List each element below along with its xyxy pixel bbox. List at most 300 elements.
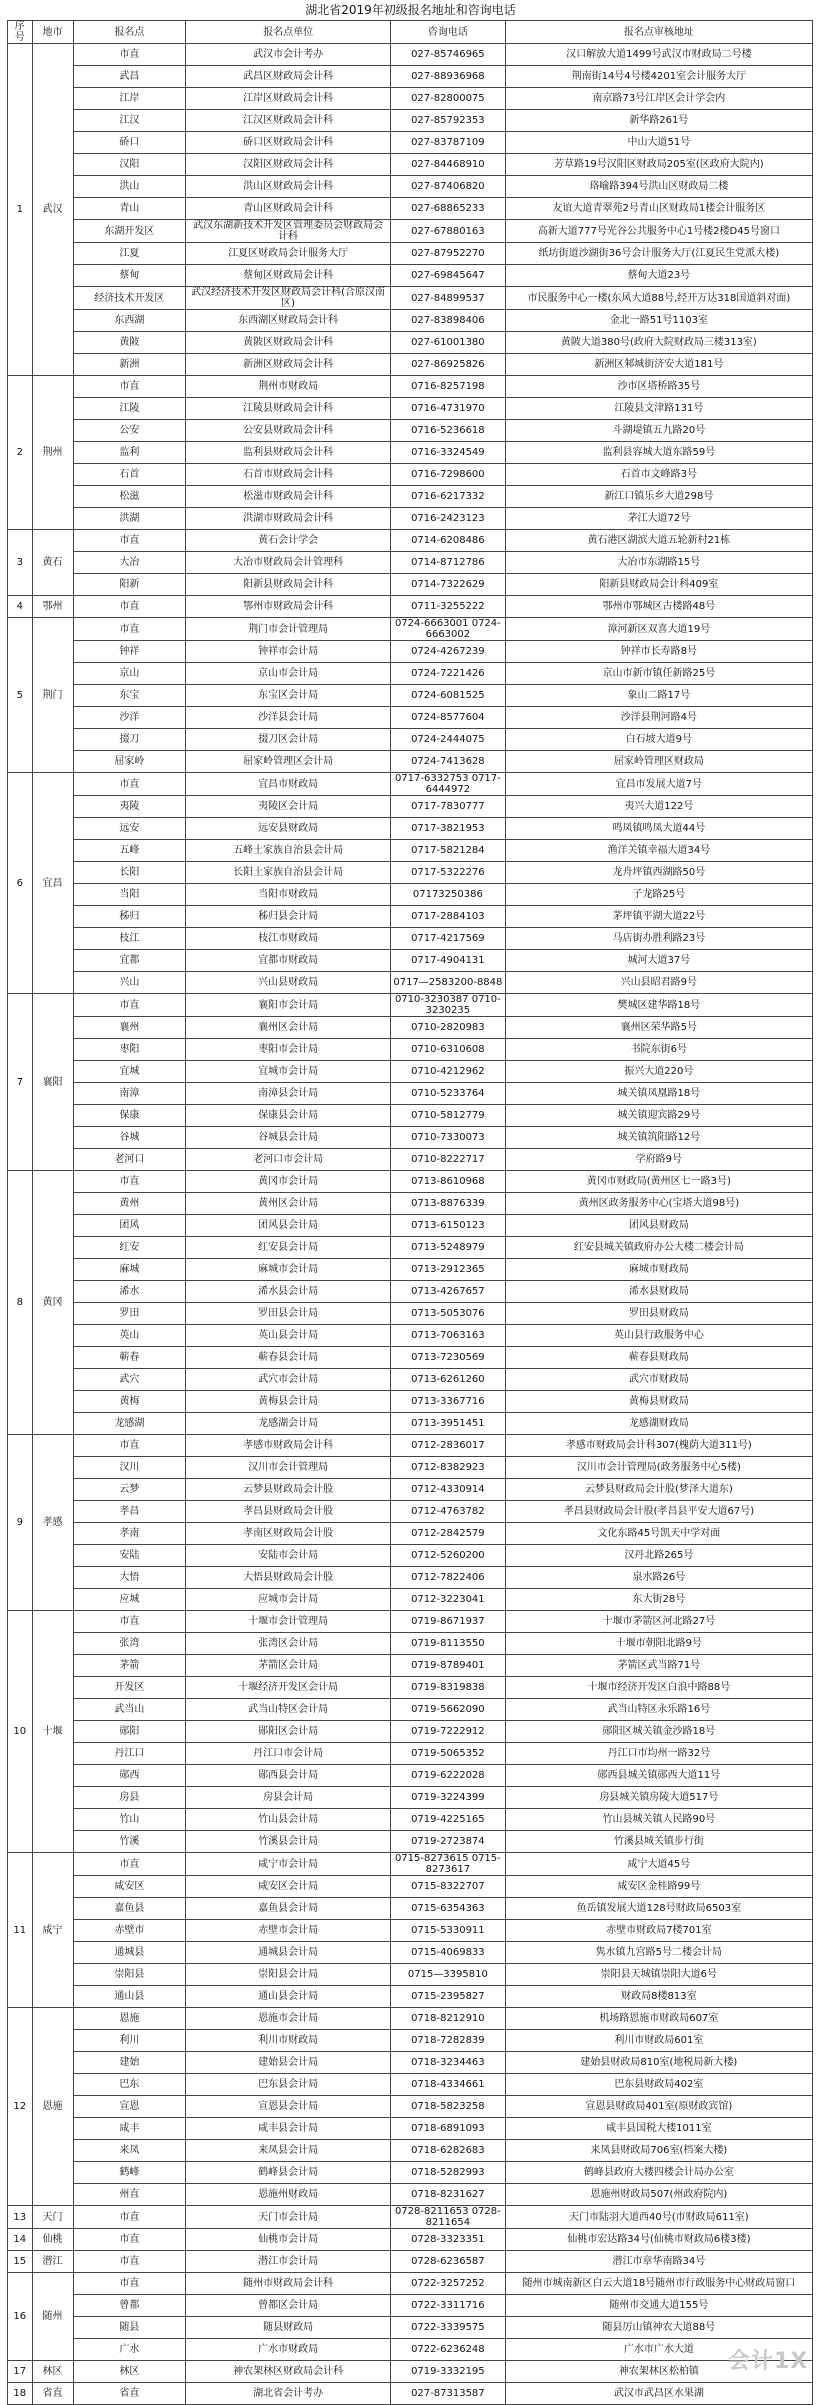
- address-cell: 市民服务中心一楼(东风大道88号,经开万达318国道斜对面): [505, 287, 812, 310]
- table-row: [8, 2118, 813, 2140]
- phone-cell: 0722-3257252: [391, 2273, 506, 2295]
- table-row: [8, 1039, 813, 1061]
- table-row: [8, 1677, 813, 1699]
- table-row: [8, 1413, 813, 1435]
- unit-cell: 郧西县会计局: [186, 1765, 391, 1787]
- address-cell: 文化东路45号凯天中学对面: [505, 1523, 812, 1545]
- phone-cell: 0714-8712786: [391, 552, 506, 574]
- site-cell: 监利: [73, 442, 186, 464]
- unit-cell: 大冶市财政局会计管理科: [186, 552, 391, 574]
- site-cell: 宜城: [73, 1061, 186, 1083]
- phone-cell: 0719-2723874: [391, 1831, 506, 1853]
- table-row: [8, 1435, 813, 1457]
- table-row: [8, 2052, 813, 2074]
- phone-cell: 0724-8577604: [391, 707, 506, 729]
- phone-cell: 027-69845647: [391, 265, 506, 287]
- phone-cell: 0716-3324549: [391, 442, 506, 464]
- table-row: [8, 110, 813, 132]
- table-row: [8, 1920, 813, 1942]
- unit-cell: 随县财政局: [186, 2317, 391, 2339]
- unit-cell: 武穴市会计局: [186, 1369, 391, 1391]
- city-cell: 仙桃: [32, 2229, 73, 2251]
- unit-cell: 黄陂区财政局会计科: [186, 332, 391, 354]
- phone-cell: 0724-4267239: [391, 641, 506, 663]
- site-cell: 安陆: [73, 1545, 186, 1567]
- unit-cell: 兴山县财政局: [186, 972, 391, 994]
- table-row: [8, 1523, 813, 1545]
- table-row: [8, 1325, 813, 1347]
- table-row: [8, 486, 813, 508]
- address-cell: 随州市城南新区白云大道18号随州市行政服务中心财政局窗口: [505, 2273, 812, 2295]
- address-cell: 东大街28号: [505, 1589, 812, 1611]
- phone-cell: 0722-6236248: [391, 2339, 506, 2361]
- group-number-cell: 5: [8, 618, 33, 773]
- site-cell: 黄梅: [73, 1391, 186, 1413]
- site-cell: 市直: [73, 1611, 186, 1633]
- site-cell: 市直: [73, 2206, 186, 2229]
- table-row: [8, 44, 813, 66]
- site-cell: 新洲: [73, 354, 186, 376]
- phone-cell: 027-68865233: [391, 198, 506, 220]
- table-row: [8, 464, 813, 486]
- phone-cell: 0718-6891093: [391, 2118, 506, 2140]
- unit-cell: 洪湖市财政局会计科: [186, 508, 391, 530]
- address-cell: 鸣凤镇鸣凤大道44号: [505, 818, 812, 840]
- group-number-cell: 18: [8, 2383, 33, 2405]
- unit-cell: 宜昌市财政局: [186, 773, 391, 796]
- table-row: [8, 2206, 813, 2229]
- table-row: [8, 862, 813, 884]
- table-row: [8, 796, 813, 818]
- address-cell: 十堰市经济开发区白浪中路88号: [505, 1677, 812, 1699]
- site-cell: 市直: [73, 2273, 186, 2295]
- table-row: [8, 176, 813, 198]
- site-cell: 大悟: [73, 1567, 186, 1589]
- table-row: [8, 928, 813, 950]
- unit-cell: 黄石会计学会: [186, 530, 391, 552]
- table-row: [8, 1259, 813, 1281]
- unit-cell: 嘉鱼县会计局: [186, 1898, 391, 1920]
- site-cell: 嘉鱼县: [73, 1898, 186, 1920]
- table-row: [8, 2251, 813, 2273]
- phone-cell: 0710-5812779: [391, 1105, 506, 1127]
- address-cell: 蕲春县财政局: [505, 1347, 812, 1369]
- group-number-cell: 1: [8, 44, 33, 376]
- address-cell: 崇阳县天城镇崇阳大道6号: [505, 1964, 812, 1986]
- address-cell: 丹江口市均州一路32号: [505, 1743, 812, 1765]
- site-cell: 浠水: [73, 1281, 186, 1303]
- phone-cell: 0712-3223041: [391, 1589, 506, 1611]
- site-cell: 孝昌: [73, 1501, 186, 1523]
- table-row: [8, 2140, 813, 2162]
- table-row: [8, 574, 813, 596]
- phone-cell: 0710-8222717: [391, 1149, 506, 1171]
- site-cell: 应城: [73, 1589, 186, 1611]
- table-row: [8, 354, 813, 376]
- unit-cell: 建始县会计局: [186, 2052, 391, 2074]
- table-row: [8, 2008, 813, 2030]
- table-row: [8, 1831, 813, 1853]
- unit-cell: 石首市财政局会计科: [186, 464, 391, 486]
- address-cell: 蔡甸大道23号: [505, 265, 812, 287]
- site-cell: 市直: [73, 994, 186, 1017]
- unit-cell: 咸丰县会计局: [186, 2118, 391, 2140]
- city-cell: 十堰: [32, 1611, 73, 1853]
- phone-cell: 0712-5260200: [391, 1545, 506, 1567]
- unit-cell: 潜江市会计局: [186, 2251, 391, 2273]
- table-row: [8, 1589, 813, 1611]
- table-row: [8, 1237, 813, 1259]
- table-row: [8, 1853, 813, 1876]
- address-cell: 中山大道51号: [505, 132, 812, 154]
- table-row: [8, 2184, 813, 2206]
- table-row: [8, 552, 813, 574]
- site-cell: 钟祥: [73, 641, 186, 663]
- group-number-cell: 7: [8, 994, 33, 1171]
- table-row: [8, 376, 813, 398]
- unit-cell: 湖北省会计考办: [186, 2383, 391, 2405]
- address-cell: 城关镇凤凰路18号: [505, 1083, 812, 1105]
- unit-cell: 当阳市财政局: [186, 884, 391, 906]
- address-cell: 仙桃市宏达路34号(仙桃市财政局6楼3楼): [505, 2229, 812, 2251]
- site-cell: 市直: [73, 1853, 186, 1876]
- unit-cell: 武汉东湖新技术开发区管理委员会财政局会计科: [186, 220, 391, 243]
- phone-cell: 0714-6208486: [391, 530, 506, 552]
- phone-cell: 0719-4225165: [391, 1809, 506, 1831]
- table-row: [8, 66, 813, 88]
- address-cell: 咸宁大道45号: [505, 1853, 812, 1876]
- phone-cell: 0710-6310608: [391, 1039, 506, 1061]
- address-cell: 郧阳区城关镇金沙路18号: [505, 1721, 812, 1743]
- site-cell: 曾都: [73, 2295, 186, 2317]
- phone-cell: 0716-5236618: [391, 420, 506, 442]
- site-cell: 随县: [73, 2317, 186, 2339]
- table-row: [8, 840, 813, 862]
- address-cell: 团风县财政局: [505, 1215, 812, 1237]
- watermark: 会计1X: [728, 2349, 809, 2374]
- phone-cell: 0718-7282839: [391, 2030, 506, 2052]
- table-row: [8, 1061, 813, 1083]
- table-row: [8, 1347, 813, 1369]
- table-row: [8, 2229, 813, 2251]
- site-cell: 江夏: [73, 243, 186, 265]
- site-cell: 汉阳: [73, 154, 186, 176]
- table-row: [8, 398, 813, 420]
- address-cell: 钟祥市长寿路8号: [505, 641, 812, 663]
- unit-cell: 青山区财政局会计科: [186, 198, 391, 220]
- phone-cell: 027-83898406: [391, 310, 506, 332]
- table-row: [8, 2361, 813, 2383]
- table-row: [8, 1567, 813, 1589]
- site-cell: 洪湖: [73, 508, 186, 530]
- unit-cell: 孝感市财政局会计科: [186, 1435, 391, 1457]
- phone-cell: 0713-7230569: [391, 1347, 506, 1369]
- table-row: [8, 1611, 813, 1633]
- phone-cell: 027-85746965: [391, 44, 506, 66]
- address-cell: 阳新县财政局会计科409室: [505, 574, 812, 596]
- city-cell: 恩施: [32, 2008, 73, 2206]
- unit-cell: 曾都区会计局: [186, 2295, 391, 2317]
- unit-cell: 松滋市财政局会计科: [186, 486, 391, 508]
- site-cell: 黄陂: [73, 332, 186, 354]
- unit-cell: 黄州区会计局: [186, 1193, 391, 1215]
- phone-cell: 0712-8382923: [391, 1457, 506, 1479]
- table-row: [8, 994, 813, 1017]
- table-row: [8, 442, 813, 464]
- address-cell: 房县城关镇房陵大道517号: [505, 1787, 812, 1809]
- site-cell: 州直: [73, 2184, 186, 2206]
- site-cell: 市直: [73, 596, 186, 618]
- table-row: [8, 1479, 813, 1501]
- site-cell: 竹山: [73, 1809, 186, 1831]
- table-row: [8, 1303, 813, 1325]
- address-cell: 武穴市财政局: [505, 1369, 812, 1391]
- address-cell: 郧西县城关镇郧西大道11号: [505, 1765, 812, 1787]
- address-cell: 汉丹北路265号: [505, 1545, 812, 1567]
- phone-cell: 0713-4267657: [391, 1281, 506, 1303]
- unit-cell: 孝昌县财政局会计股: [186, 1501, 391, 1523]
- phone-cell: 0719-3224399: [391, 1787, 506, 1809]
- address-cell: 茅坪镇平湖大道22号: [505, 906, 812, 928]
- phone-cell: 07173250386: [391, 884, 506, 906]
- table-row: [8, 1457, 813, 1479]
- unit-cell: 崇阳县会计局: [186, 1964, 391, 1986]
- address-cell: 新江口镇乐乡大道298号: [505, 486, 812, 508]
- table-row: [8, 2317, 813, 2339]
- address-cell: 茅江大道72号: [505, 508, 812, 530]
- site-cell: 兴山: [73, 972, 186, 994]
- unit-cell: 襄阳市会计局: [186, 994, 391, 1017]
- site-cell: 松滋: [73, 486, 186, 508]
- address-cell: 樊城区建华路18号: [505, 994, 812, 1017]
- unit-cell: 洪山区财政局会计科: [186, 176, 391, 198]
- table-row: [8, 220, 813, 243]
- site-cell: 当阳: [73, 884, 186, 906]
- header-cell: 报名点单位: [186, 21, 391, 44]
- site-cell: 麻城: [73, 1259, 186, 1281]
- unit-cell: 巴东县会计局: [186, 2074, 391, 2096]
- site-cell: 沙洋: [73, 707, 186, 729]
- table-row: [8, 1281, 813, 1303]
- site-cell: 市直: [73, 2229, 186, 2251]
- table-row: [8, 641, 813, 663]
- address-cell: 友谊大道青翠苑2号青山区财政局1楼会计服务区: [505, 198, 812, 220]
- phone-cell: 0718-8212910: [391, 2008, 506, 2030]
- unit-cell: 江夏区财政局会计服务大厅: [186, 243, 391, 265]
- address-cell: 子龙路25号: [505, 884, 812, 906]
- site-cell: 开发区: [73, 1677, 186, 1699]
- site-cell: 公安: [73, 420, 186, 442]
- unit-cell: 赤壁市会计局: [186, 1920, 391, 1942]
- address-cell: 城河大道37号: [505, 950, 812, 972]
- group-number-cell: 15: [8, 2251, 33, 2273]
- address-cell: 斗湖堤镇五九路20号: [505, 420, 812, 442]
- site-cell: 孝南: [73, 1523, 186, 1545]
- table-row: [8, 618, 813, 641]
- address-cell: 荆南街14号4号楼4201室会计服务大厅: [505, 66, 812, 88]
- address-cell: 沙洋县荆河路4号: [505, 707, 812, 729]
- site-cell: 黄州: [73, 1193, 186, 1215]
- phone-cell: 0717—2583200-8848: [391, 972, 506, 994]
- address-cell: 随州市交通大道155号: [505, 2295, 812, 2317]
- table-row: [8, 1083, 813, 1105]
- address-cell: 孝感市财政局会计科307(槐荫大道311号): [505, 1435, 812, 1457]
- site-cell: 市直: [73, 530, 186, 552]
- city-cell: 宜昌: [32, 773, 73, 994]
- table-row: [8, 884, 813, 906]
- table-row: [8, 1765, 813, 1787]
- unit-cell: 谷城县会计局: [186, 1127, 391, 1149]
- site-cell: 云梦: [73, 1479, 186, 1501]
- table-row: [8, 1193, 813, 1215]
- unit-cell: 江陵县财政局会计科: [186, 398, 391, 420]
- site-cell: 老河口: [73, 1149, 186, 1171]
- unit-cell: 武当山特区会计局: [186, 1699, 391, 1721]
- phone-cell: 027-82800075: [391, 88, 506, 110]
- site-cell: 赤壁市: [73, 1920, 186, 1942]
- phone-cell: 027-67880163: [391, 220, 506, 243]
- address-cell: 云梦县财政局会计股(梦泽大道东): [505, 1479, 812, 1501]
- city-cell: 随州: [32, 2273, 73, 2361]
- group-number-cell: 8: [8, 1171, 33, 1435]
- address-cell: 武汉市武昌区水果湖: [505, 2383, 812, 2405]
- site-cell: 阳新: [73, 574, 186, 596]
- phone-cell: 0713-3367716: [391, 1391, 506, 1413]
- address-cell: 芳草路19号汉阳区财政局205室(区政府大院内): [505, 154, 812, 176]
- unit-cell: 阳新县财政局会计科: [186, 574, 391, 596]
- address-cell: 渔洋关镇幸福大道34号: [505, 840, 812, 862]
- unit-cell: 罗田县会计局: [186, 1303, 391, 1325]
- phone-cell: 0724-7221426: [391, 663, 506, 685]
- table-row: [8, 773, 813, 796]
- site-cell: 咸安区: [73, 1876, 186, 1898]
- site-cell: 鹤峰: [73, 2162, 186, 2184]
- table-row: [8, 332, 813, 354]
- unit-cell: 广水市财政局: [186, 2339, 391, 2361]
- phone-cell: 0715—3395810: [391, 1964, 506, 1986]
- unit-cell: 红安县会计局: [186, 1237, 391, 1259]
- table-row: [8, 685, 813, 707]
- address-cell: 巴东县财政局402室: [505, 2074, 812, 2096]
- site-cell: 江汉: [73, 110, 186, 132]
- table-row: [8, 751, 813, 773]
- site-cell: 广水: [73, 2339, 186, 2361]
- site-cell: 京山: [73, 663, 186, 685]
- address-cell: 鱼岳镇发展大道128号财政局6503室: [505, 1898, 812, 1920]
- phone-cell: 0719-6222028: [391, 1765, 506, 1787]
- header-cell: 地市: [32, 21, 73, 44]
- site-cell: 郧西: [73, 1765, 186, 1787]
- phone-cell: 0718-5823258: [391, 2096, 506, 2118]
- table-row: [8, 1986, 813, 2008]
- unit-cell: 武昌区财政局会计科: [186, 66, 391, 88]
- unit-cell: 蔡甸区财政局会计科: [186, 265, 391, 287]
- table-row: [8, 707, 813, 729]
- phone-cell: 0716-8257198: [391, 376, 506, 398]
- table-row: [8, 1105, 813, 1127]
- phone-cell: 027-84468910: [391, 154, 506, 176]
- registration-table: [7, 20, 813, 2405]
- table-row: [8, 663, 813, 685]
- phone-cell: 0724-6663001 0724-6663002: [391, 618, 506, 641]
- address-cell: 武当山特区永乐路16号: [505, 1699, 812, 1721]
- phone-cell: 0710-5233764: [391, 1083, 506, 1105]
- unit-cell: 京山市会计局: [186, 663, 391, 685]
- site-cell: 大冶: [73, 552, 186, 574]
- phone-cell: 0719-8113550: [391, 1633, 506, 1655]
- unit-cell: 沙洋县会计局: [186, 707, 391, 729]
- site-cell: 江陵: [73, 398, 186, 420]
- site-cell: 武当山: [73, 1699, 186, 1721]
- phone-cell: 0719-8319838: [391, 1677, 506, 1699]
- city-cell: 潜江: [32, 2251, 73, 2273]
- page-title: 湖北省2019年初级报名地址和咨询电话: [305, 3, 516, 17]
- unit-cell: 十堰市会计管理局: [186, 1611, 391, 1633]
- city-cell: 襄阳: [32, 994, 73, 1171]
- phone-cell: 0717-2884103: [391, 906, 506, 928]
- unit-cell: 钟祥市会计局: [186, 641, 391, 663]
- phone-cell: 0715-8322707: [391, 1876, 506, 1898]
- group-number-cell: 4: [8, 596, 33, 618]
- table-row: [8, 265, 813, 287]
- site-cell: 汉川: [73, 1457, 186, 1479]
- phone-cell: 0712-2842579: [391, 1523, 506, 1545]
- unit-cell: 汉阳区财政局会计科: [186, 154, 391, 176]
- site-cell: 江岸: [73, 88, 186, 110]
- address-cell: 黄石港区湖滨大道五轮新村21栋: [505, 530, 812, 552]
- address-cell: 白石坡大道9号: [505, 729, 812, 751]
- address-cell: 赤壁市财政局7楼701室: [505, 1920, 812, 1942]
- site-cell: 襄州: [73, 1017, 186, 1039]
- unit-cell: 长阳土家族自治县会计局: [186, 862, 391, 884]
- address-cell: 夷兴大道122号: [505, 796, 812, 818]
- address-cell: 机场路恩施市财政局607室: [505, 2008, 812, 2030]
- phone-cell: 0719-5065352: [391, 1743, 506, 1765]
- phone-cell: 0717-5821284: [391, 840, 506, 862]
- phone-cell: 027-87406820: [391, 176, 506, 198]
- address-cell: 京山市新市镇任新路25号: [505, 663, 812, 685]
- unit-cell: 荆门市会计管理局: [186, 618, 391, 641]
- unit-cell: 枝江市财政局: [186, 928, 391, 950]
- site-cell: 青山: [73, 198, 186, 220]
- address-cell: 黄冈市财政局(黄州区七一路3号): [505, 1171, 812, 1193]
- site-cell: 宣恩: [73, 2096, 186, 2118]
- unit-cell: 大悟县财政局会计股: [186, 1567, 391, 1589]
- group-number-cell: 10: [8, 1611, 33, 1853]
- address-cell: 竹山县城关镇人民路90号: [505, 1809, 812, 1831]
- address-cell: 江陵县文津路131号: [505, 398, 812, 420]
- unit-cell: 襄州区会计局: [186, 1017, 391, 1039]
- unit-cell: 江岸区财政局会计科: [186, 88, 391, 110]
- site-cell: 崇阳县: [73, 1964, 186, 1986]
- phone-cell: 0722-3311716: [391, 2295, 506, 2317]
- unit-cell: 鄂州市财政局会计科: [186, 596, 391, 618]
- city-cell: 咸宁: [32, 1853, 73, 2008]
- phone-cell: 0719-8671937: [391, 1611, 506, 1633]
- address-cell: 十堰市茅箭区河北路27号: [505, 1611, 812, 1633]
- address-cell: 襄州区荣华路5号: [505, 1017, 812, 1039]
- table-row: [8, 2383, 813, 2405]
- site-cell: 团风: [73, 1215, 186, 1237]
- address-cell: 竹溪县城关镇步行街: [505, 1831, 812, 1853]
- phone-cell: 027-87952270: [391, 243, 506, 265]
- site-cell: 建始: [73, 2052, 186, 2074]
- unit-cell: 黄冈市会计局: [186, 1171, 391, 1193]
- unit-cell: 丹江口市会计局: [186, 1743, 391, 1765]
- phone-cell: 027-61001380: [391, 332, 506, 354]
- table-header-row: [8, 21, 813, 44]
- unit-cell: 房县会计局: [186, 1787, 391, 1809]
